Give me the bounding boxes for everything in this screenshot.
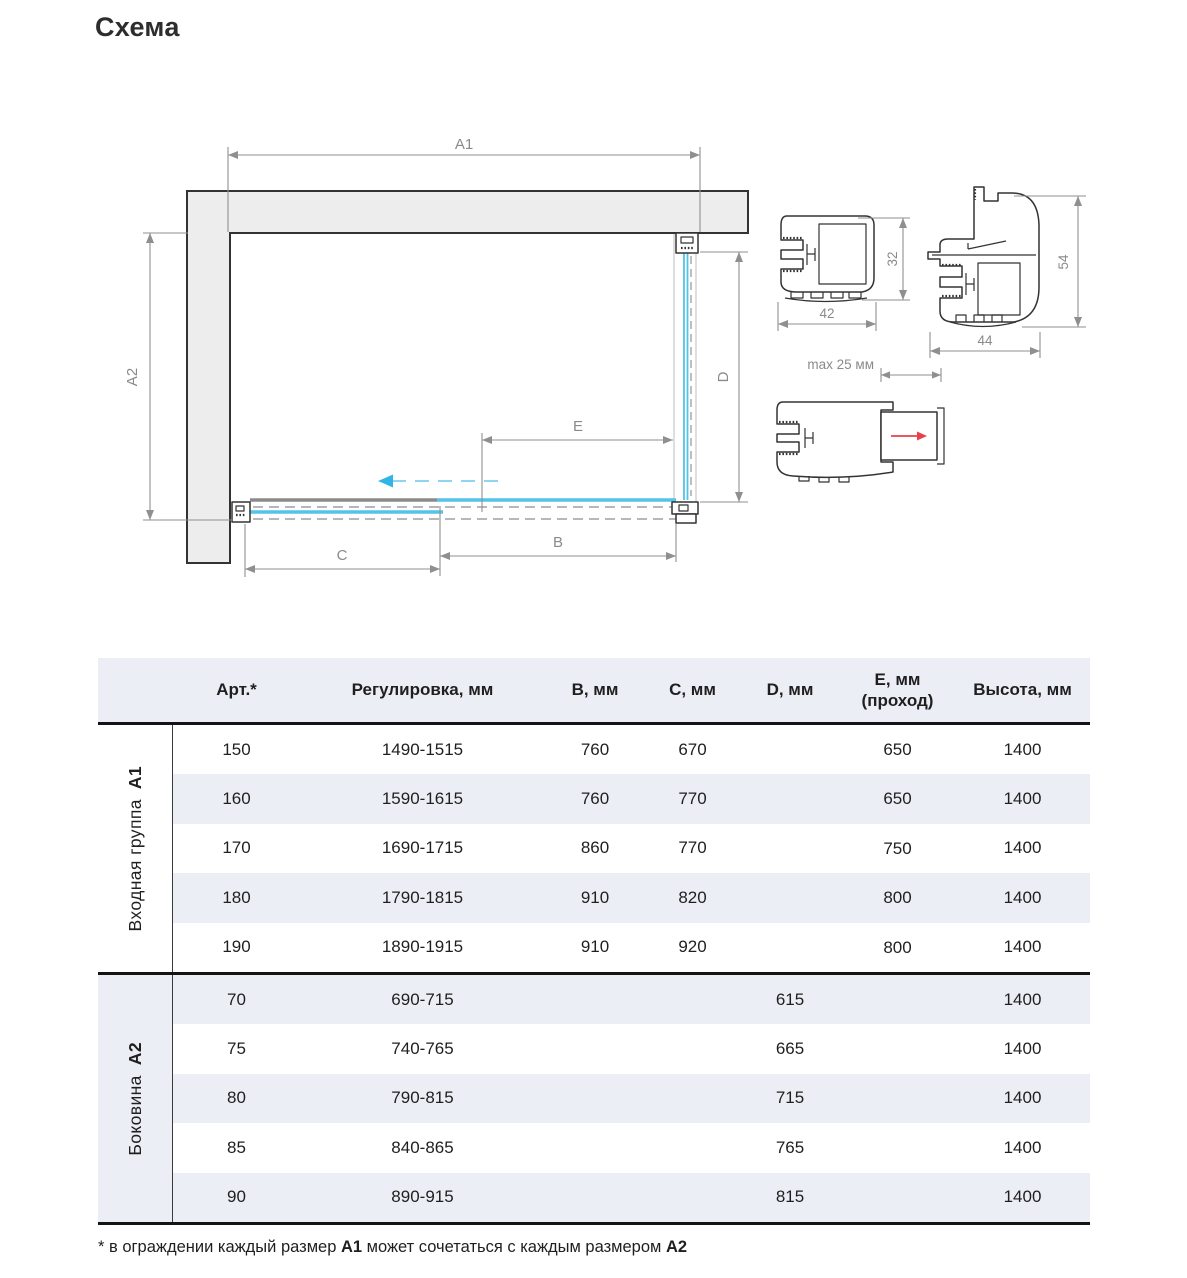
header-height: Высота, мм bbox=[973, 680, 1072, 699]
footnote bbox=[98, 1238, 687, 1257]
cell-art: 150 bbox=[222, 739, 251, 759]
cell-c: 770 bbox=[678, 838, 707, 858]
corner-bracket bbox=[672, 502, 698, 523]
cell-e: 650 bbox=[883, 789, 912, 809]
cell-height: 1400 bbox=[1003, 1088, 1042, 1108]
cell-e: 800 bbox=[883, 888, 912, 908]
cell-adjust: 840-865 bbox=[391, 1137, 454, 1157]
svg-text:max 25 мм: max 25 мм bbox=[807, 357, 874, 372]
cell-art: 85 bbox=[227, 1137, 246, 1157]
header-e bbox=[840, 669, 955, 712]
cell-b: 860 bbox=[580, 838, 610, 858]
dimension-max-25 bbox=[807, 357, 941, 382]
cell-art: 180 bbox=[222, 887, 251, 907]
table-row bbox=[173, 1024, 1090, 1073]
header-c: C, мм bbox=[669, 680, 716, 699]
svg-text:44: 44 bbox=[977, 333, 993, 348]
svg-text:A1: A1 bbox=[454, 136, 474, 153]
dimension-44 bbox=[930, 332, 1040, 358]
svg-text:32: 32 bbox=[885, 251, 900, 267]
cell-c: 820 bbox=[678, 887, 707, 907]
cell-adjust: 790-815 bbox=[391, 1088, 454, 1108]
header-d: D, мм bbox=[766, 680, 814, 699]
table-row bbox=[173, 725, 1090, 774]
extension-profile-section bbox=[777, 402, 944, 482]
cell-d: 665 bbox=[775, 1039, 805, 1059]
wall-profile-section bbox=[781, 216, 874, 302]
svg-text:B: B bbox=[552, 534, 564, 551]
corner-profile-section bbox=[928, 187, 1039, 327]
group-label-text: Входная группа bbox=[124, 798, 145, 932]
cell-height: 1400 bbox=[1003, 838, 1042, 858]
group-label-a1 bbox=[98, 725, 173, 972]
cell-adjust: 1890-1915 bbox=[381, 937, 464, 957]
table-row bbox=[173, 1074, 1090, 1123]
svg-text:D: D bbox=[715, 371, 732, 383]
table-row bbox=[173, 1123, 1090, 1172]
svg-text:C: C bbox=[336, 547, 348, 564]
cell-adjust: 890-915 bbox=[391, 1187, 454, 1207]
cell-height: 1400 bbox=[1003, 989, 1042, 1009]
door-wall-bracket bbox=[232, 502, 250, 522]
svg-text:A2: A2 bbox=[124, 367, 141, 387]
slide-direction-arrow bbox=[378, 475, 506, 488]
cell-art: 190 bbox=[222, 937, 251, 957]
cell-b: 910 bbox=[580, 937, 610, 957]
cell-adjust: 740-765 bbox=[391, 1039, 454, 1059]
cell-art: 80 bbox=[227, 1088, 246, 1108]
cell-adjust: 1690-1715 bbox=[381, 838, 464, 858]
cell-height: 1400 bbox=[1003, 739, 1042, 759]
cell-art: 90 bbox=[227, 1187, 246, 1207]
header-e-line2: (проход) bbox=[861, 691, 934, 710]
header-e-line1: E, мм bbox=[874, 669, 921, 689]
cell-d: 615 bbox=[775, 989, 805, 1009]
cell-c: 670 bbox=[678, 739, 707, 759]
cell-d: 765 bbox=[775, 1137, 805, 1157]
cell-adjust: 690-715 bbox=[391, 989, 454, 1009]
cell-height: 1400 bbox=[1003, 1039, 1042, 1059]
svg-text:42: 42 bbox=[819, 306, 835, 321]
dimension-42 bbox=[778, 302, 876, 331]
page-title: Схема bbox=[95, 12, 180, 42]
table-header-row bbox=[98, 658, 1090, 725]
group-label-code: А1 bbox=[124, 765, 145, 789]
cell-d: 815 bbox=[775, 1187, 805, 1207]
cell-b: 760 bbox=[580, 789, 610, 809]
cell-e: 650 bbox=[883, 740, 912, 760]
cell-art: 75 bbox=[227, 1039, 246, 1059]
cell-height: 1400 bbox=[1003, 1187, 1042, 1207]
header-b: B, мм bbox=[571, 680, 619, 699]
spec-table bbox=[98, 658, 1090, 1225]
footnote-a1: А1 bbox=[340, 1238, 363, 1256]
table-row bbox=[173, 774, 1090, 823]
cell-height: 1400 bbox=[1003, 1137, 1042, 1157]
cell-adjust: 1490-1515 bbox=[381, 739, 464, 759]
footnote-text: * в ограждении каждый размер bbox=[98, 1238, 341, 1256]
cell-e: 750 bbox=[883, 838, 912, 858]
table-row bbox=[173, 923, 1090, 972]
cell-height: 1400 bbox=[1003, 937, 1042, 957]
group-label-a2 bbox=[98, 975, 173, 1222]
cell-height: 1400 bbox=[1003, 887, 1042, 907]
dimension-b bbox=[440, 506, 676, 576]
cell-c: 770 bbox=[678, 789, 707, 809]
group-label-code: А2 bbox=[124, 1041, 145, 1065]
footnote-a2: А2 bbox=[665, 1238, 688, 1256]
cell-height: 1400 bbox=[1003, 789, 1042, 809]
cell-b: 910 bbox=[580, 887, 610, 907]
side-panel-wall-bracket bbox=[676, 233, 698, 253]
table-group-a2 bbox=[98, 972, 1090, 1222]
table-row bbox=[173, 824, 1090, 873]
svg-text:E: E bbox=[572, 418, 584, 435]
table-row bbox=[173, 873, 1090, 922]
table-row bbox=[173, 1173, 1090, 1222]
table-row bbox=[173, 975, 1090, 1024]
cell-art: 70 bbox=[227, 989, 246, 1009]
group-label-text: Боковина bbox=[124, 1074, 145, 1156]
dimension-d bbox=[700, 252, 748, 502]
svg-text:54: 54 bbox=[1056, 254, 1071, 270]
footnote-text: может сочетаться с каждым размером bbox=[362, 1238, 666, 1256]
cell-adjust: 1590-1615 bbox=[381, 789, 464, 809]
cell-d: 715 bbox=[775, 1088, 805, 1108]
cell-b: 760 bbox=[580, 739, 610, 759]
dimension-e bbox=[482, 418, 673, 512]
cell-c: 920 bbox=[678, 937, 707, 957]
header-art: Арт.* bbox=[216, 680, 257, 699]
cell-art: 160 bbox=[222, 789, 251, 809]
cell-e: 800 bbox=[883, 937, 912, 957]
table-group-a1 bbox=[98, 725, 1090, 972]
cell-adjust: 1790-1815 bbox=[381, 887, 464, 907]
dimension-c bbox=[245, 524, 440, 577]
cell-art: 170 bbox=[222, 838, 251, 858]
header-adjust: Регулировка, мм bbox=[351, 680, 494, 699]
